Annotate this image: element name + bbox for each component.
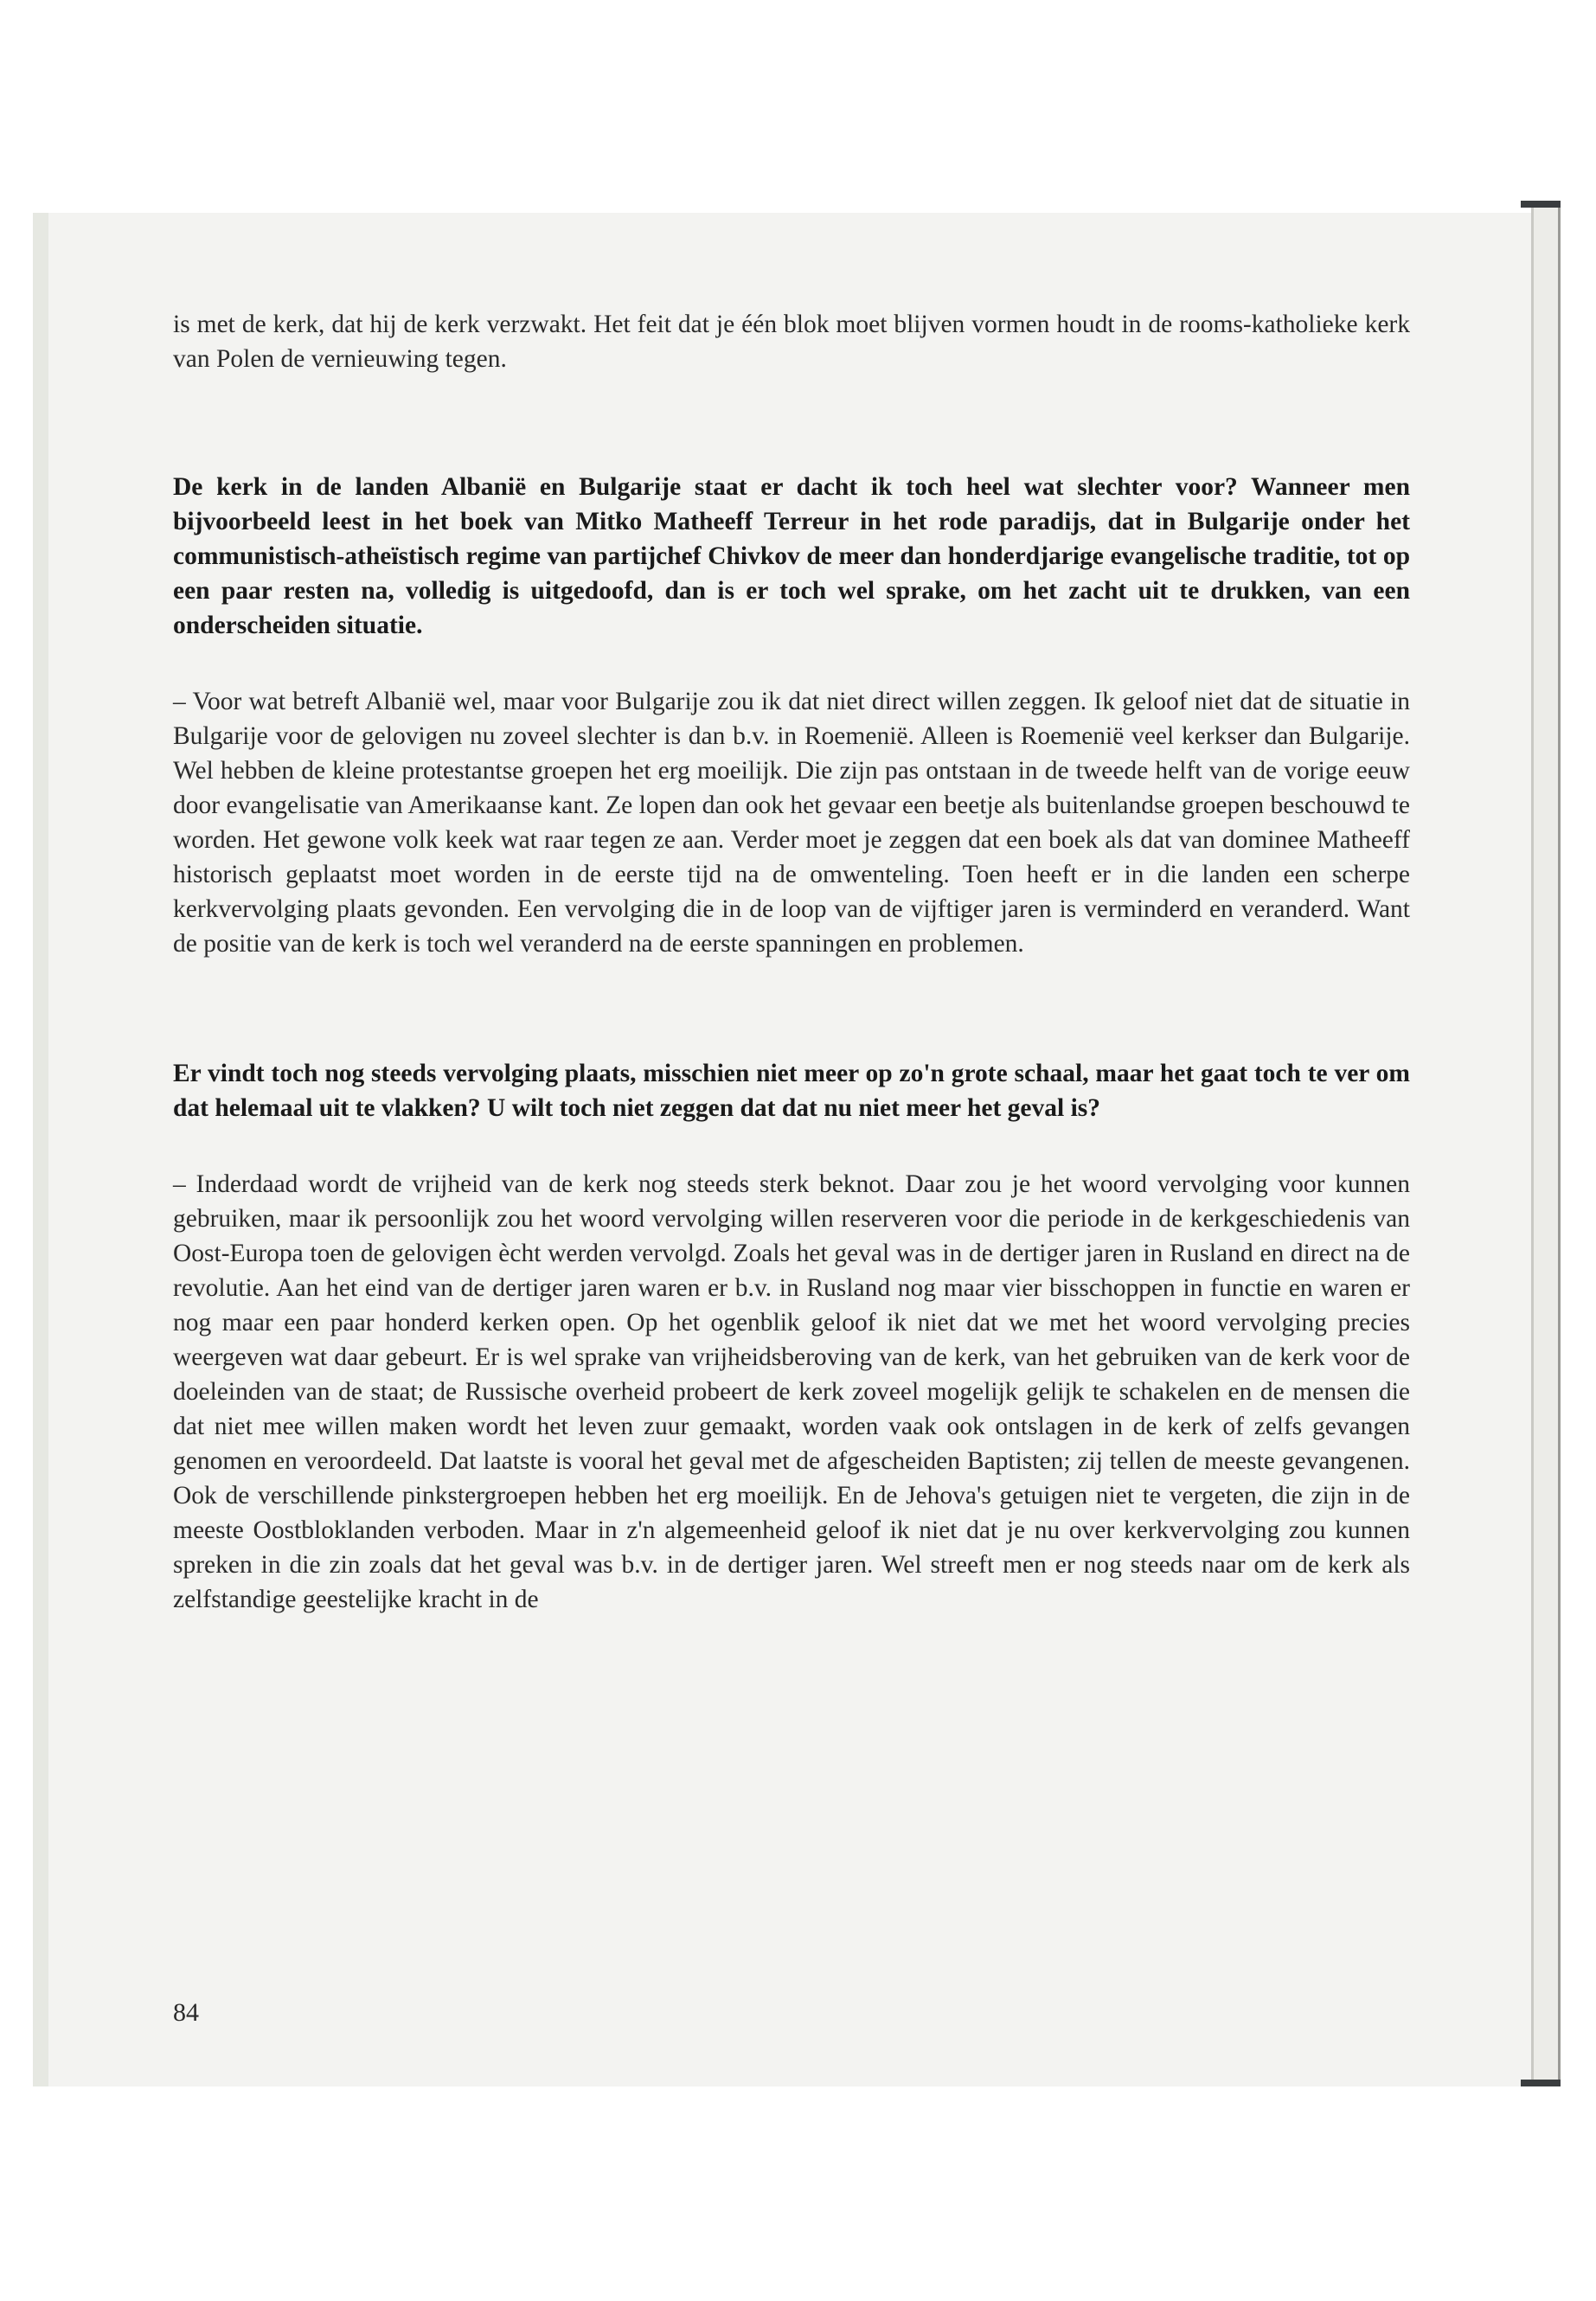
paragraph-continuation: is met de kerk, dat hij de kerk verzwakt. Het feit dat je één blok moet blijven vormen houdt in de rooms-katholieke kerk van Polen de vernieuwing tegen. [173,311,1410,373]
page-number: 84 [173,1998,199,2027]
interview-answer-1: – Voor wat betreft Albanië wel, maar voor Bulgarije zou ik dat niet direct willen zeggen. Ik geloof niet dat de situatie in Bulgarije voor de gelovigen nu zoveel slechter is dan b.v. in Roemenië. Alleen is Roemenië veel kerkser dan Bulgarije. Wel hebben de kleine protestantse groepen het erg moeilijk. Die zijn pas ontstaan in de tweede helft van de vorige eeuw door evangelisatie van Amerikaanse kant. Ze lopen dan ook het gevaar een beetje als buitenlandse groepen beschouwd te worden. Het gewone volk keek wat raar tegen ze aan. Verder moet je zeggen dat een boek als dat van dominee Matheeff historisch geplaatst moet worden in de eerste tijd na de omwenteling. Toen heeft er in die landen een scherpe kerkvervolging plaats gevonden. Een vervolging die in de loop van de vijftiger jaren is verminderd en veranderd. Want de positie van de kerk is toch wel veranderd na de eerste spanningen en problemen. [173,688,1410,958]
page-text [173,307,1410,1617]
interview-answer-2: – Inderdaad wordt de vrijheid van de kerk nog steeds sterk beknot. Daar zou je het woord vervolging voor kunnen gebruiken, maar ik persoonlijk zou het woord vervolging willen reserveren voor die periode in de kerkgeschiedenis van Oost-Europa toen de gelovigen ècht werden vervolgd. Zoals het geval was in de dertiger jaren in Rusland en direct na de revolutie. Aan het eind van de dertiger jaren waren er b.v. in Rusland nog maar vier bisschoppen in functie en waren er nog maar een paar honderd kerken open. Op het ogenblik geloof ik niet dat we met het woord vervolging precies weergeven wat daar gebeurt. Er is wel sprake van vrijheidsberoving van de kerk, van het gebruiken van de kerk voor de doeleinden van de staat; de Russische overheid probeert de kerk zoveel mogelijk gelijk te schakelen en de mensen die dat niet mee willen maken wordt het leven zuur gemaakt, worden vaak ook ontslagen in de kerk of zelfs gevangen genomen en veroordeeld. Dat laatste is vooral het geval met de afgescheiden Baptisten; zij tellen de meeste gevangenen. Ook de verschillende pinkstergroepen hebben het erg moeilijk. En de Jehova's getuigen niet te vergeten, die zijn in de meeste Oostbloklanden verboden. Maar in z'n algemeenheid geloof ik niet dat je nu over kerkvervolging zou kunnen spreken in die zin zoals dat het geval was b.v. in de dertiger jaren. Wel streeft men er nog steeds naar om de kerk als zelfstandige geestelijke kracht in de [173,1170,1410,1613]
book-page-edge [1531,208,1561,2086]
book-edge-mark-top [1521,201,1561,208]
book-edge-mark-bottom [1521,2080,1561,2086]
interview-question-1: De kerk in de landen Albanië en Bulgarije staat er dacht ik toch heel wat slechter voor? Wanneer men bijvoorbeeld leest in het boek van Mitko Matheeff Terreur in het rode paradijs, dat in Bulgarije onder het communistisch-atheïstisch regime van partijchef Chivkov de meer dan honderdjarige evangelische traditie, tot op een paar resten na, volledig is uitgedoofd, dan is er toch wel sprake, om het zacht uit te drukken, van een onderscheiden situatie. [173,473,1410,639]
interview-question-2: Er vindt toch nog steeds vervolging plaats, misschien niet meer op zo'n grote schaal, maar het gaat toch te ver om dat helemaal uit te vlakken? U wilt toch niet zeggen dat dat nu niet meer het geval is? [173,1060,1410,1122]
